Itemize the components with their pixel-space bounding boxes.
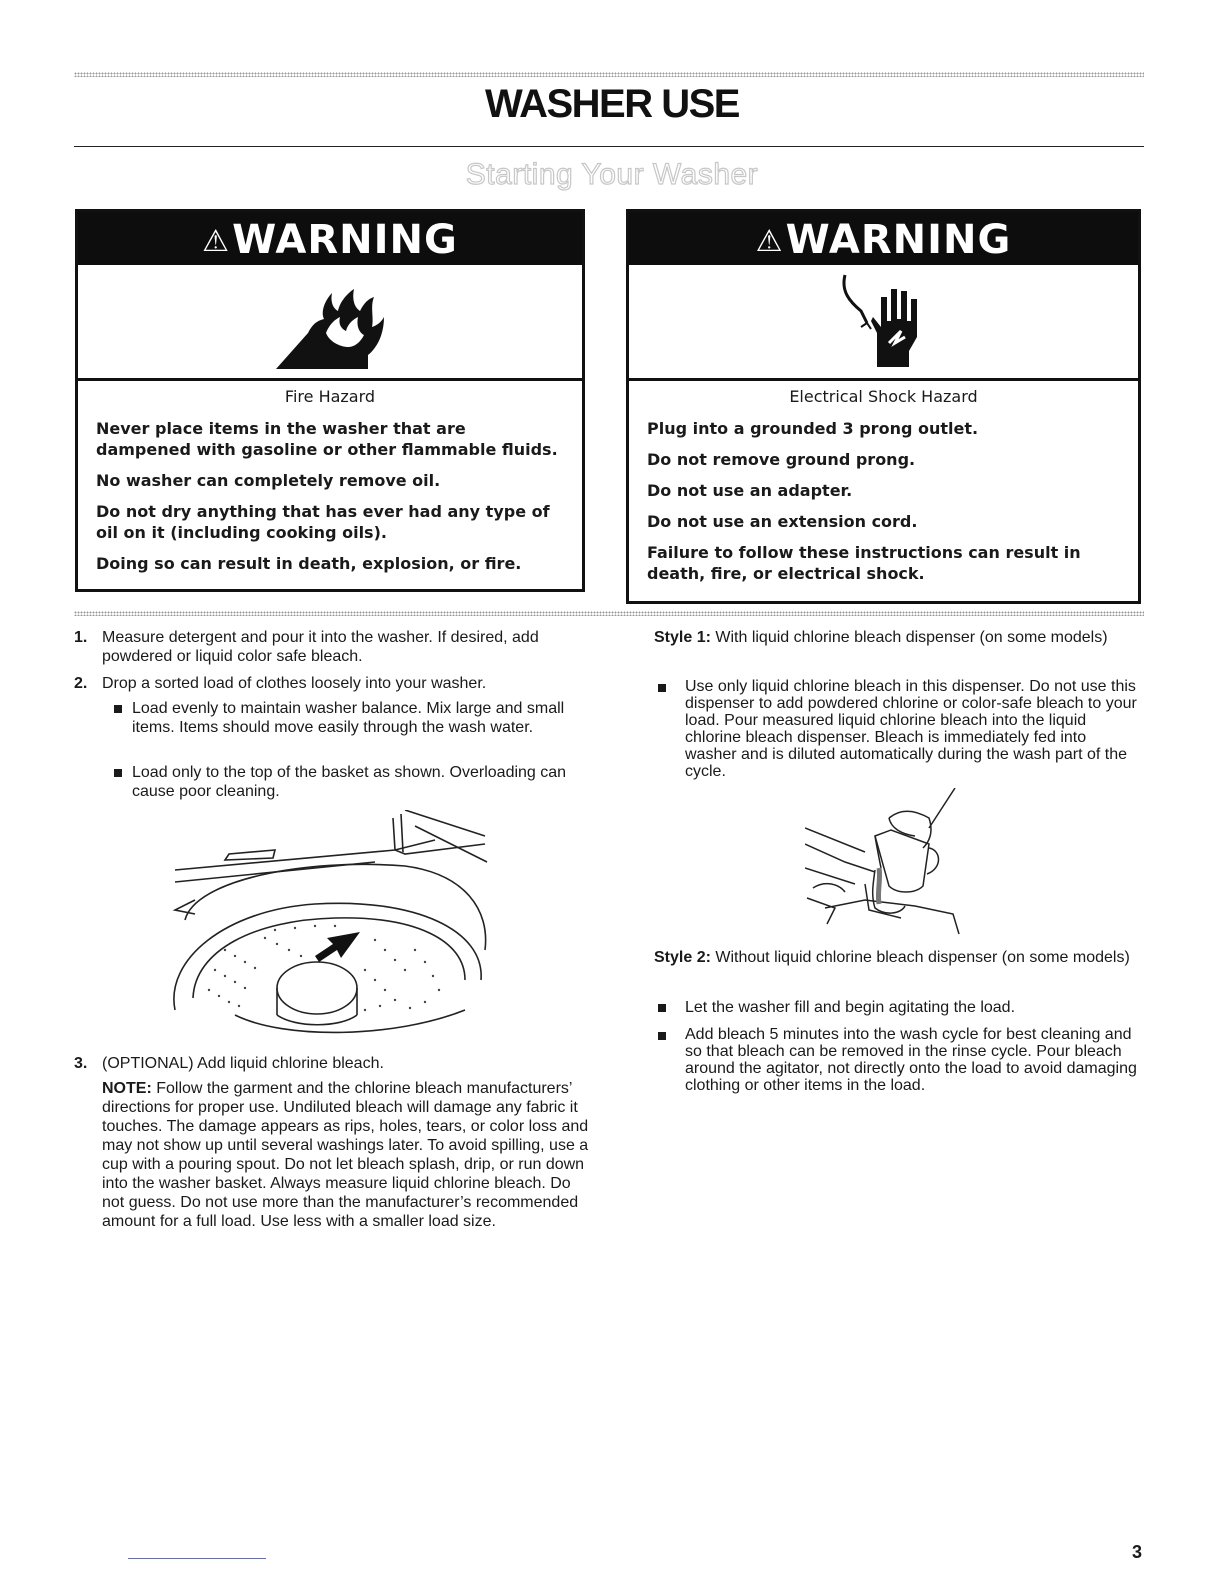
- warning-line: Failure to follow these instructions can result in death, fire, or electrical shock.: [647, 543, 1081, 583]
- step-2-bullet: [74, 763, 594, 801]
- warning-triangle-icon: ⚠: [755, 224, 784, 259]
- warning-line: Doing so can result in death, explosion, or fire.: [96, 554, 522, 573]
- fire-icon: [268, 273, 388, 373]
- fire-warning-text: [78, 381, 582, 574]
- warning-line: Do not dry anything that has ever had any type of oil on it (including cooking oils).: [96, 502, 550, 542]
- step-number: 3.: [74, 1055, 88, 1072]
- bullet-text: Load evenly to maintain washer balance. Mix large and small items. Items should move easily through the wash water.: [132, 700, 565, 736]
- bullet-marker: [658, 1004, 666, 1012]
- warning-line: Do not remove ground prong.: [647, 450, 916, 469]
- footer-line: [128, 1558, 266, 1559]
- style-1-bullet: [654, 678, 1142, 780]
- style-heading: [654, 628, 1142, 647]
- note-label: NOTE:: [102, 1080, 152, 1097]
- page-title: WASHER USE: [485, 82, 739, 126]
- style-heading: [654, 948, 1142, 967]
- bullet-marker: [658, 684, 666, 692]
- step-text: Drop a sorted load of clothes loosely into your washer.: [102, 675, 487, 692]
- bullet-text: Let the washer fill and begin agitating the load.: [685, 999, 1016, 1016]
- section-dotted-rule: [74, 611, 1144, 616]
- shock-warning-box: [626, 209, 1141, 604]
- hazard-title: Fire Hazard: [284, 387, 376, 406]
- bullet-text: Add bleach 5 minutes into the wash cycle for best cleaning and so that bleach can be removed in the rinse cycle. Pour bleach around the agitator, not directly onto the load to avoid damaging clothing or other items in the load.: [685, 1026, 1137, 1094]
- bullet-text: Use only liquid chlorine bleach in this dispenser. Do not use this dispenser to add powdered chlorine or color-safe bleach to your load. Pour measured liquid chlorine bleach into the liquid chlorine bleach dispenser. Bleach is immediately fed into washer and is diluted automatically during the wash part of the cycle.: [685, 678, 1137, 780]
- step-2: [74, 674, 594, 693]
- title-divider: [74, 146, 1144, 147]
- warning-line: Do not use an adapter.: [647, 481, 853, 500]
- warning-line: No washer can completely remove oil.: [96, 471, 441, 490]
- note-text: Follow the garment and the chlorine bleach manufacturers’ directions for proper use. Undiluted bleach will damage any fabric it touches. The damage appears as rips, holes, tears, or color loss and may not show up until several washings later. To avoid spilling, use a cup with a pouring spout. Do not let bleach splash, drip, or run down into the washer basket. Always measure liquid chlorine bleach. Do not guess. Do not use more than the manufacturer’s recommended amount for a full load. Use less with a smaller load size.: [102, 1080, 589, 1230]
- fire-warning-box: [75, 209, 585, 592]
- step-number: 2.: [74, 675, 88, 692]
- fire-picture-panel: [78, 265, 582, 381]
- step-text: Measure detergent and pour it into the washer. If desired, add powdered or liquid color safe bleach.: [102, 629, 539, 665]
- shock-warning-text: [629, 381, 1138, 584]
- warning-line: Plug into a grounded 3 prong outlet.: [647, 419, 979, 438]
- step-note: [102, 1079, 594, 1231]
- step-3: [74, 1054, 594, 1231]
- electrical-shock-icon: [839, 271, 929, 371]
- warning-header: [78, 212, 582, 265]
- hazard-title: Electrical Shock Hazard: [789, 387, 978, 406]
- washer-basket-illustration: [165, 810, 495, 1040]
- bleach-pouring-illustration: [805, 788, 965, 938]
- bullet-marker: [114, 705, 122, 713]
- style-2: [654, 948, 1142, 967]
- style-text: Without liquid chlorine bleach dispenser (on some models): [715, 949, 1130, 966]
- style-label: Style 2:: [654, 949, 711, 966]
- warning-line: Never place items in the washer that are dampened with gasoline or other flammable fluids.: [96, 419, 558, 459]
- bullet-text: Load only to the top of the basket as shown. Overloading can cause poor cleaning.: [132, 764, 567, 800]
- step-2-bullet: [74, 699, 594, 737]
- style-2-bullet: [654, 1026, 1142, 1094]
- step-text: (OPTIONAL) Add liquid chlorine bleach.: [102, 1055, 384, 1072]
- warning-triangle-icon: ⚠: [202, 224, 231, 259]
- warning-header: [629, 212, 1138, 265]
- warning-line: Do not use an extension cord.: [647, 512, 918, 531]
- top-dotted-rule: [74, 72, 1144, 77]
- step-1: [74, 628, 594, 666]
- style-text: With liquid chlorine bleach dispenser (on some models): [715, 629, 1108, 646]
- bullet-marker: [658, 1032, 666, 1040]
- page-number: 3: [1131, 1542, 1142, 1562]
- style-1: [654, 628, 1142, 647]
- warning-header-label: WARNING: [785, 217, 1012, 263]
- style-label: Style 1:: [654, 629, 711, 646]
- style-2-bullet: [654, 998, 1142, 1017]
- warning-header-label: WARNING: [232, 217, 458, 263]
- section-title: Starting Your Washer: [465, 158, 759, 191]
- step-number: 1.: [74, 629, 88, 646]
- bullet-marker: [114, 769, 122, 777]
- shock-picture-panel: [629, 265, 1138, 381]
